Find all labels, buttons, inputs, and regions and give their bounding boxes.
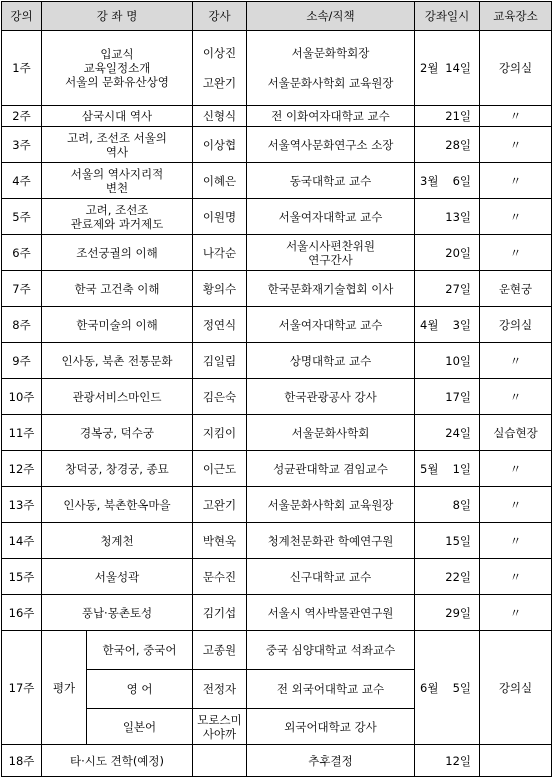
date-cell xyxy=(415,343,480,379)
place-cell: 〃 xyxy=(480,163,552,199)
instructor-cell: 김기섭 xyxy=(193,595,247,631)
date-day: 15일 xyxy=(445,533,471,548)
instructor-cell: 나각순 xyxy=(193,235,247,271)
date-day: 1일 xyxy=(452,461,471,476)
table-row xyxy=(2,379,552,415)
week-cell: 15주 xyxy=(2,559,42,595)
affiliation-line: 연구간사 xyxy=(308,252,353,267)
instructor-cell: 이근도 xyxy=(193,451,247,487)
instructor-cell: 전정자 xyxy=(193,670,247,709)
affiliation-cell: 전 이화여자대학교 교수 xyxy=(247,106,415,127)
affiliation-cell: 중국 심양대학교 석좌교수 xyxy=(247,631,415,670)
week-cell: 9주 xyxy=(2,343,42,379)
lecture-cell: 일본어 xyxy=(87,709,193,745)
place-cell: 강의실 xyxy=(480,307,552,343)
date-cell xyxy=(415,415,480,451)
date-day: 22일 xyxy=(445,569,471,584)
table-row xyxy=(2,415,552,451)
affiliation-line: 서울시사편찬위원 xyxy=(286,238,375,253)
affiliation-cell xyxy=(247,31,415,106)
date-cell xyxy=(415,451,480,487)
instructor-cell: 이원명 xyxy=(193,199,247,235)
date-cell xyxy=(415,487,480,523)
week-cell: 7주 xyxy=(2,271,42,307)
instructor-line: 사야까 xyxy=(202,726,237,741)
lecture-cell xyxy=(42,31,193,106)
week-cell: 11주 xyxy=(2,415,42,451)
date-cell xyxy=(415,163,480,199)
affiliation-cell: 서울문화사학회 xyxy=(247,415,415,451)
date-day: 6일 xyxy=(452,173,471,188)
date-cell xyxy=(415,523,480,559)
date-month: 6월 xyxy=(420,680,439,695)
date-day: 10일 xyxy=(445,353,471,368)
lecture-line: 교육일정소개 xyxy=(83,61,151,75)
lecture-cell xyxy=(42,163,193,199)
instructor-cell: 고종원 xyxy=(193,631,247,670)
week-cell: 16주 xyxy=(2,595,42,631)
date-cell xyxy=(415,559,480,595)
week-cell: 18주 xyxy=(2,745,42,777)
lecture-line: 역사 xyxy=(105,144,129,159)
affiliation-cell: 서울역사문화연구소 소장 xyxy=(247,127,415,163)
date-cell xyxy=(415,235,480,271)
place-cell: 〃 xyxy=(480,487,552,523)
table-row xyxy=(2,745,552,777)
instructor-line: 이상진 xyxy=(202,46,237,60)
lecture-cell: 경복궁, 덕수궁 xyxy=(42,415,193,451)
date-day: 21일 xyxy=(445,109,471,123)
lecture-cell: 관광서비스마인드 xyxy=(42,379,193,415)
table-row xyxy=(2,343,552,379)
place-cell: 〃 xyxy=(480,106,552,127)
week-cell: 3주 xyxy=(2,127,42,163)
date-cell xyxy=(415,595,480,631)
date-day: 8일 xyxy=(452,497,471,512)
instructor-cell xyxy=(193,709,247,745)
date-cell xyxy=(415,379,480,415)
affiliation-cell: 서울문화사학회 교육원장 xyxy=(247,487,415,523)
table-row xyxy=(2,451,552,487)
table-row xyxy=(2,307,552,343)
week-cell: 17주 xyxy=(2,631,42,745)
place-cell: 〃 xyxy=(480,523,552,559)
place-cell: 〃 xyxy=(480,127,552,163)
week-cell: 14주 xyxy=(2,523,42,559)
affiliation-cell: 서울여자대학교 교수 xyxy=(247,307,415,343)
week-cell: 6주 xyxy=(2,235,42,271)
place-cell: 〃 xyxy=(480,235,552,271)
affiliation-line: 서울문화학회장 xyxy=(291,46,370,60)
affiliation-cell: 상명대학교 교수 xyxy=(247,343,415,379)
instructor-cell xyxy=(193,745,247,777)
affiliation-cell: 서울여자대학교 교수 xyxy=(247,199,415,235)
lecture-cell: 타·시도 견학(예정) xyxy=(42,745,193,777)
lecture-cell: 서울성곽 xyxy=(42,559,193,595)
lecture-cell: 인사동, 북촌 전통문화 xyxy=(42,343,193,379)
date-month: 5월 xyxy=(420,461,439,476)
instructor-cell: 신형식 xyxy=(193,106,247,127)
week-cell: 13주 xyxy=(2,487,42,523)
date-cell xyxy=(415,106,480,127)
instructor-cell: 이혜은 xyxy=(193,163,247,199)
date-cell xyxy=(415,31,480,106)
place-cell: 실습현장 xyxy=(480,415,552,451)
table-row xyxy=(2,595,552,631)
week-cell: 4주 xyxy=(2,163,42,199)
affiliation-cell: 신구대학교 교수 xyxy=(247,559,415,595)
date-day: 24일 xyxy=(445,425,471,440)
lecture-cell: 풍납·몽촌토성 xyxy=(42,595,193,631)
date-day: 14일 xyxy=(445,61,471,75)
week-cell: 8주 xyxy=(2,307,42,343)
place-cell: 강의실 xyxy=(480,31,552,106)
week-cell: 2주 xyxy=(2,106,42,127)
header-instructor: 강사 xyxy=(193,2,247,31)
instructor-line: 고완기 xyxy=(202,76,237,90)
instructor-line: 모로스미 xyxy=(197,712,242,727)
instructor-cell: 박현욱 xyxy=(193,523,247,559)
place-cell: 〃 xyxy=(480,559,552,595)
date-cell xyxy=(415,307,480,343)
lecture-line: 관료제와 과거제도 xyxy=(70,216,164,231)
date-day: 3일 xyxy=(452,317,471,332)
affiliation-cell: 외국어대학교 강사 xyxy=(247,709,415,745)
week-cell: 1주 xyxy=(2,31,42,106)
date-day: 17일 xyxy=(445,389,471,404)
date-day: 20일 xyxy=(445,245,471,260)
date-day: 28일 xyxy=(445,137,471,152)
place-cell: 〃 xyxy=(480,451,552,487)
affiliation-cell xyxy=(247,235,415,271)
place-cell: 강의실 xyxy=(480,631,552,745)
place-cell xyxy=(480,745,552,777)
place-cell: 〃 xyxy=(480,379,552,415)
instructor-cell: 황의수 xyxy=(193,271,247,307)
instructor-cell: 정연식 xyxy=(193,307,247,343)
instructor-cell: 지킴이 xyxy=(193,415,247,451)
affiliation-cell: 전 외국어대학교 교수 xyxy=(247,670,415,709)
lecture-line: 서울의 역사지리적 xyxy=(70,166,164,181)
place-cell: 〃 xyxy=(480,595,552,631)
table-row xyxy=(2,106,552,127)
header-lecture: 강 좌 명 xyxy=(42,2,193,31)
affiliation-cell: 한국관광공사 강사 xyxy=(247,379,415,415)
lecture-line: 입교식 xyxy=(100,47,134,61)
table-row xyxy=(2,631,552,670)
lecture-cell: 청계천 xyxy=(42,523,193,559)
date-day: 29일 xyxy=(445,605,471,620)
instructor-cell xyxy=(193,31,247,106)
date-day: 13일 xyxy=(445,209,471,224)
date-month: 3월 xyxy=(420,173,439,188)
affiliation-cell: 동국대학교 교수 xyxy=(247,163,415,199)
place-cell: 운현궁 xyxy=(480,271,552,307)
lecture-cell: 한국미술의 이해 xyxy=(42,307,193,343)
instructor-cell: 문수진 xyxy=(193,559,247,595)
instructor-cell: 고완기 xyxy=(193,487,247,523)
date-cell xyxy=(415,745,480,777)
date-day: 5일 xyxy=(452,680,471,695)
affiliation-cell: 성균관대학교 겸임교수 xyxy=(247,451,415,487)
week-cell: 5주 xyxy=(2,199,42,235)
affiliation-cell: 서울시 역사박물관연구원 xyxy=(247,595,415,631)
place-cell: 〃 xyxy=(480,343,552,379)
lecture-schedule-table xyxy=(1,1,552,777)
table-row xyxy=(2,523,552,559)
header-week: 강의 xyxy=(2,2,42,31)
date-day: 12일 xyxy=(445,753,471,768)
lecture-cell: 한국 고건축 이해 xyxy=(42,271,193,307)
instructor-cell: 이상협 xyxy=(193,127,247,163)
header-affiliation: 소속/직책 xyxy=(247,2,415,31)
header-place: 교육장소 xyxy=(480,2,552,31)
date-day: 27일 xyxy=(445,281,471,296)
date-month: 2월 xyxy=(420,61,439,75)
affiliation-cell: 추후결정 xyxy=(247,745,415,777)
lecture-cell: 한국어, 중국어 xyxy=(87,631,193,670)
date-month: 4월 xyxy=(420,317,439,332)
lecture-cell: 창덕궁, 창경궁, 종묘 xyxy=(42,451,193,487)
instructor-cell: 김일림 xyxy=(193,343,247,379)
table-row xyxy=(2,127,552,163)
lecture-line: 서울의 문화유산상영 xyxy=(65,75,169,89)
table-row xyxy=(2,487,552,523)
lecture-line: 고려, 조선조 xyxy=(85,202,149,217)
header-date: 강좌일시 xyxy=(415,2,480,31)
lecture-cell: 영 어 xyxy=(87,670,193,709)
affiliation-cell: 한국문화재기술협회 이사 xyxy=(247,271,415,307)
lecture-cell: 인사동, 북촌한옥마을 xyxy=(42,487,193,523)
date-cell xyxy=(415,127,480,163)
lecture-cell xyxy=(42,199,193,235)
table-row xyxy=(2,31,552,106)
lecture-line: 변천 xyxy=(105,180,129,195)
affiliation-cell: 청계천문화관 학예연구원 xyxy=(247,523,415,559)
date-cell xyxy=(415,631,480,745)
date-cell xyxy=(415,199,480,235)
affiliation-line: 서울문화사학회 교육원장 xyxy=(267,76,394,90)
lecture-cell: 삼국시대 역사 xyxy=(42,106,193,127)
week-cell: 12주 xyxy=(2,451,42,487)
table-row xyxy=(2,559,552,595)
week-cell: 10주 xyxy=(2,379,42,415)
date-cell xyxy=(415,271,480,307)
table-row xyxy=(2,235,552,271)
header-row xyxy=(2,2,552,31)
group-cell: 평가 xyxy=(42,631,87,745)
instructor-cell: 김은숙 xyxy=(193,379,247,415)
table-row xyxy=(2,163,552,199)
lecture-line: 고려, 조선조 서울의 xyxy=(67,130,167,145)
lecture-cell xyxy=(42,127,193,163)
place-cell: 〃 xyxy=(480,199,552,235)
lecture-cell: 조선궁궐의 이해 xyxy=(42,235,193,271)
table-row xyxy=(2,271,552,307)
table-row xyxy=(2,199,552,235)
